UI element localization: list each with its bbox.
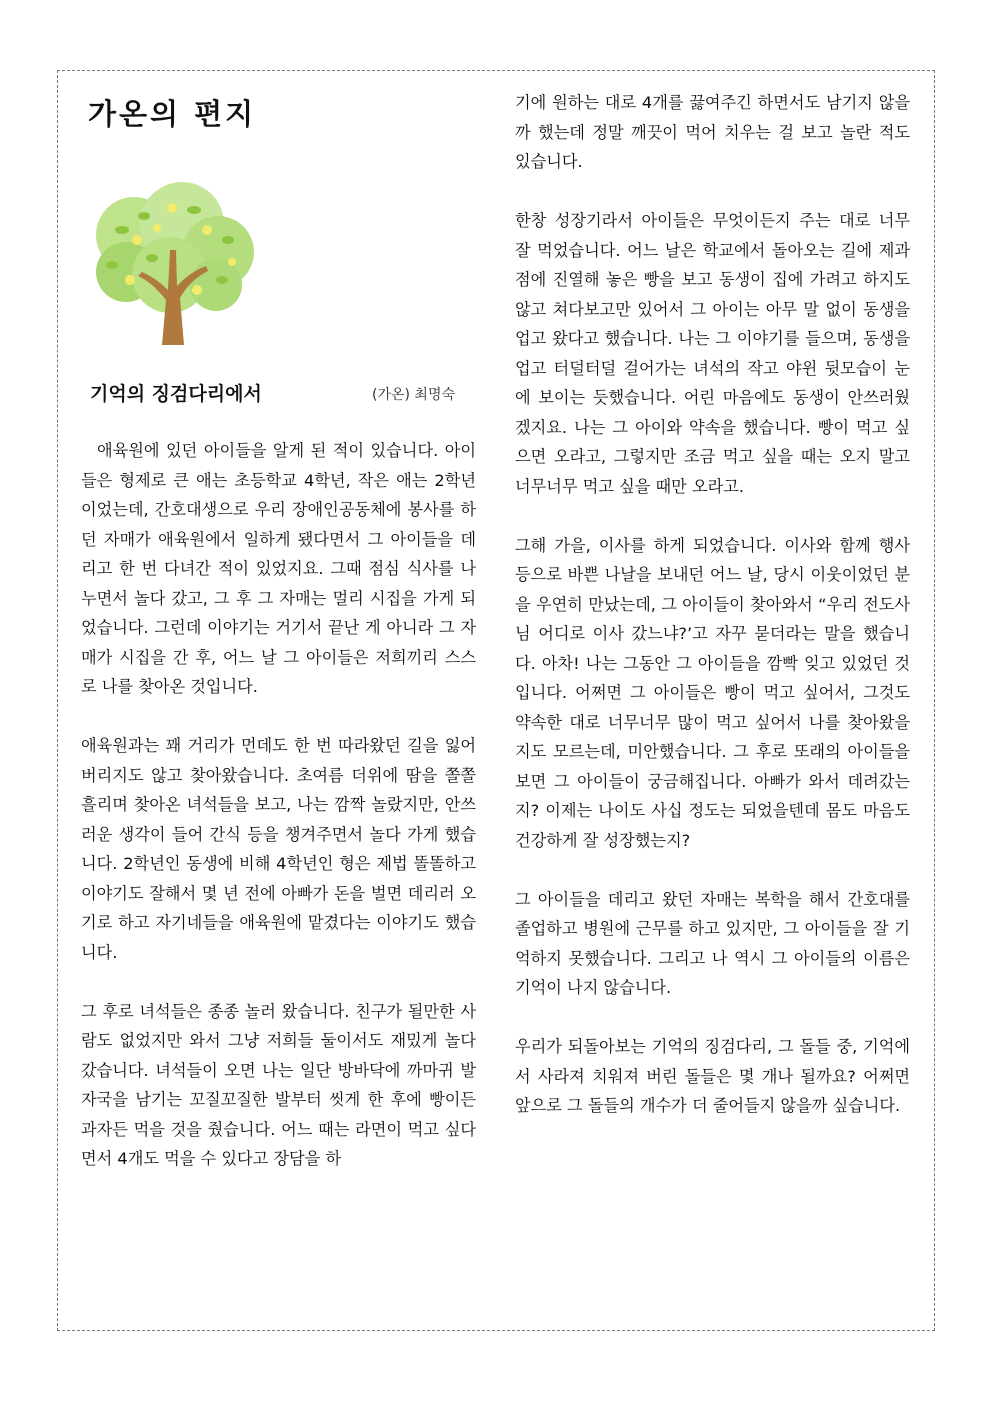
article-title: 기억의 징검다리에서 [90,383,262,405]
paragraph: 그 아이들을 데리고 왔던 자매는 복학을 해서 간호대를 졸업하고 병원에 근무를 하고 있지만, 그 아이들을 잘 기억하지 못했습니다. 그리고 나 역시 그 아이들의 이름은 기억이 나지 않습니다. [515,889,910,997]
paragraph: 그해 가을, 이사를 하게 되었습니다. 이사와 함께 행사 등으로 바쁜 나날을 보내던 어느 날, 당시 이웃이었던 분을 우연히 만났는데, 그 아이들이 찾아와서 “우리 전도사님 어디로 이사 갔느냐?’고 자꾸 묻더라는 말을 했습니다. 아차! 나는 그동안 그 아이들을 깜빡 잊고 있었던 것입니다. 어쩌면 그 아이들은 빵이 먹고 싶어서, 그것도 약속한 대로 너무너무 많이 먹고 싶어서 나를 찾아왔을지도 모르는데, 미안했습니다. 그 후로 또래의 아이들을 보면 그 아이들이 궁금해집니다. 아빠가 와서 데려갔는지? 이제는 나이도 사십 정도는 되었을텐데 몸도 마음도 건강하게 잘 성장했는지? [515,535,910,850]
paragraph: 애육원에 있던 아이들을 알게 된 적이 있습니다. 아이들은 형제로 큰 애는 초등학교 4학년, 작은 애는 2학년이었는데, 간호대생으로 우리 장애인공동체에 봉사를 하던 자매가 애육원에서 일하게 됐다면서 그 아이들을 데리고 한 번 다녀간 적이 있었지요. 그때 점심 식사를 나누면서 놀다 갔고, 그 후 그 자매는 멀리 시집을 가게 되었습니다. 그런데 이야기는 거기서 끝난 게 아니라 그 자매가 시집을 간 후, 어느 날 그 아이들은 저희끼리 스스로 나를 찾아온 것입니다. [81,441,476,696]
paragraph: 애육원과는 꽤 거리가 먼데도 한 번 따라왔던 길을 잃어버리지도 않고 찾아왔습니다. 초여름 더위에 땀을 쫄쫄 흘리며 찾아온 녀석들을 보고, 나는 깜짝 놀랐지만, 안쓰러운 생각이 들어 간식 등을 챙겨주면서 놀다 가게 했습니다. 2학년인 동생에 비해 4학년인 형은 제법 똘똘하고 이야기도 잘해서 몇 년 전에 아빠가 돈을 벌면 데리러 오기로 하고 자기네들을 애육원에 맡겼다는 이야기도 했습니다. [81,736,476,962]
paragraph: 우리가 되돌아보는 기억의 징검다리, 그 돌들 중, 기억에서 사라져 치워져 버린 돌들은 몇 개나 될까요? 어쩌면 앞으로 그 돌들의 개수가 더 줄어들지 않을까 싶습니다. [515,1037,910,1115]
page-title: 가온의 편지 [88,97,257,131]
paragraph: 기에 원하는 대로 4개를 끓여주긴 하면서도 남기지 않을까 했는데 정말 깨끗이 먹어 치우는 걸 보고 놀란 적도 있습니다. [515,93,910,171]
paragraph: 그 후로 녀석들은 종종 놀러 왔습니다. 친구가 될만한 사람도 없었지만 와서 그냥 저희들 둘이서도 재밌게 놀다 갔습니다. 녀석들이 오면 나는 일단 방바닥에 까마귀 발자국을 남기는 꼬질꼬질한 발부터 씻게 한 후에 빵이든 과자든 먹을 것을 줬습니다. 어느 때는 라면이 먹고 싶다면서 4개도 먹을 수 있다고 장담을 하 [81,1001,476,1168]
left-column [81,436,476,1174]
right-column [515,88,910,1121]
paragraph: 한창 성장기라서 아이들은 무엇이든지 주는 대로 너무 잘 먹었습니다. 어느 날은 학교에서 돌아오는 길에 제과점에 진열해 놓은 빵을 보고 동생이 집에 가려고 하지도 않고 쳐다보고만 있어서 그 아이는 아무 말 없이 동생을 업고 왔다고 했습니다. 나는 그 이야기를 들으며, 동생을 업고 터덜터덜 걸어가는 녀석의 작고 야윈 뒷모습이 눈에 보이는 듯했습니다. 어린 마음에도 동생이 안쓰러웠겠지요. 나는 그 아이와 약속을 했습니다. 빵이 먹고 싶으면 오라고, 그렇지만 조금 먹고 싶을 때는 오지 말고 너무너무 먹고 싶을 때만 오라고. [515,211,910,496]
author-name: (가온) 최명숙 [372,387,455,403]
tree-icon [82,180,260,345]
